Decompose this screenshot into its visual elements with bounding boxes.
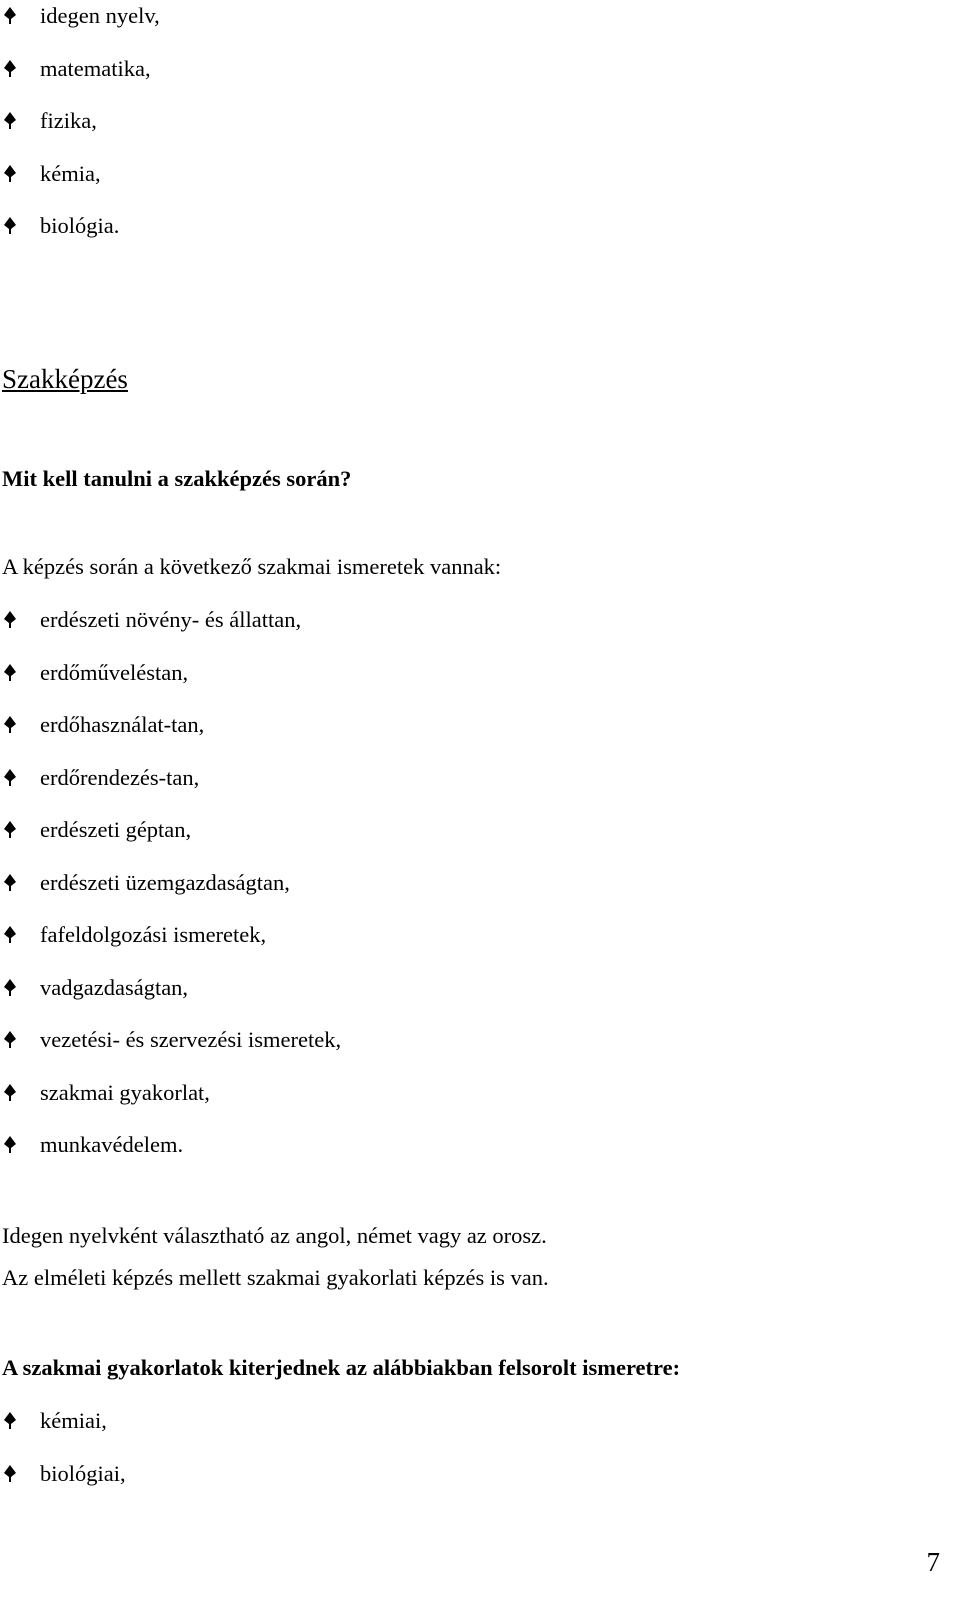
list-item <box>0 161 160 214</box>
list-item-label: vadgazdaságtan, <box>40 974 189 1000</box>
list-item-label: biológia. <box>40 213 120 238</box>
list-item-label: biológiai, <box>40 1460 126 1486</box>
list-item-label: kémia, <box>40 160 101 186</box>
question-heading: Mit kell tanulni a szakképzés során? <box>2 466 352 491</box>
practice-paragraph: Az elméleti képzés mellett szakmai gyakorlati képzés is van. <box>2 1265 549 1290</box>
diamond-bullet-icon <box>3 820 17 840</box>
list-item <box>0 660 341 713</box>
diamond-bullet-icon <box>3 216 17 236</box>
list-item <box>0 108 160 161</box>
list-item-label: fizika, <box>40 108 97 133</box>
list-item <box>0 817 341 870</box>
list-item <box>0 1027 341 1080</box>
list-item-label: fafeldolgozási ismeretek, <box>40 922 267 947</box>
diamond-bullet-icon <box>3 715 17 735</box>
list-item <box>0 922 341 975</box>
list-item <box>0 1080 341 1133</box>
list-item <box>0 975 341 1028</box>
list-item-label: vezetési- és szervezési ismeretek, <box>40 1027 342 1052</box>
list-item-label: erdőhasználat-tan, <box>40 712 205 737</box>
diamond-bullet-icon <box>3 663 17 683</box>
diamond-bullet-icon <box>3 1464 17 1484</box>
list-item <box>0 213 160 266</box>
practice-heading: A szakmai gyakorlatok kiterjednek az alábbiakban felsorolt ismeretre: <box>2 1355 681 1380</box>
list-item-label: idegen nyelv, <box>40 3 160 28</box>
list-item-label: erdészeti üzemgazdaságtan, <box>40 869 290 895</box>
top-subject-list <box>0 3 160 266</box>
list-item <box>0 1461 126 1514</box>
section-heading: Szakképzés <box>2 364 128 394</box>
subjects-list <box>0 607 341 1185</box>
diamond-bullet-icon <box>3 6 17 26</box>
diamond-bullet-icon <box>3 873 17 893</box>
list-item-label: erdészeti géptan, <box>40 817 192 842</box>
list-item-label: kémiai, <box>40 1408 107 1433</box>
page-number: 7 <box>926 1547 940 1577</box>
list-item-label: munkavédelem. <box>40 1132 184 1157</box>
list-item-label: erdőrendezés-tan, <box>40 764 200 790</box>
list-item-label: matematika, <box>40 55 151 81</box>
list-item <box>0 765 341 818</box>
diamond-bullet-icon <box>3 111 17 131</box>
languages-paragraph: Idegen nyelvként választható az angol, német vagy az orosz. <box>2 1223 547 1248</box>
diamond-bullet-icon <box>3 1030 17 1050</box>
practice-list <box>0 1408 126 1513</box>
list-item <box>0 1132 341 1185</box>
list-item <box>0 870 341 923</box>
diamond-bullet-icon <box>3 610 17 630</box>
diamond-bullet-icon <box>3 1411 17 1431</box>
list-item <box>0 712 341 765</box>
diamond-bullet-icon <box>3 59 17 79</box>
diamond-bullet-icon <box>3 1083 17 1103</box>
list-item-label: erdészeti növény- és állattan, <box>40 607 302 632</box>
list-item-label: szakmai gyakorlat, <box>40 1079 210 1105</box>
diamond-bullet-icon <box>3 768 17 788</box>
intro-text: A képzés során a következő szakmai ismeretek vannak: <box>2 554 502 579</box>
diamond-bullet-icon <box>3 978 17 998</box>
list-item <box>0 1408 126 1461</box>
diamond-bullet-icon <box>3 925 17 945</box>
list-item <box>0 56 160 109</box>
diamond-bullet-icon <box>3 1135 17 1155</box>
list-item-label: erdőműveléstan, <box>40 659 189 685</box>
list-item <box>0 3 160 56</box>
diamond-bullet-icon <box>3 164 17 184</box>
list-item <box>0 607 341 660</box>
